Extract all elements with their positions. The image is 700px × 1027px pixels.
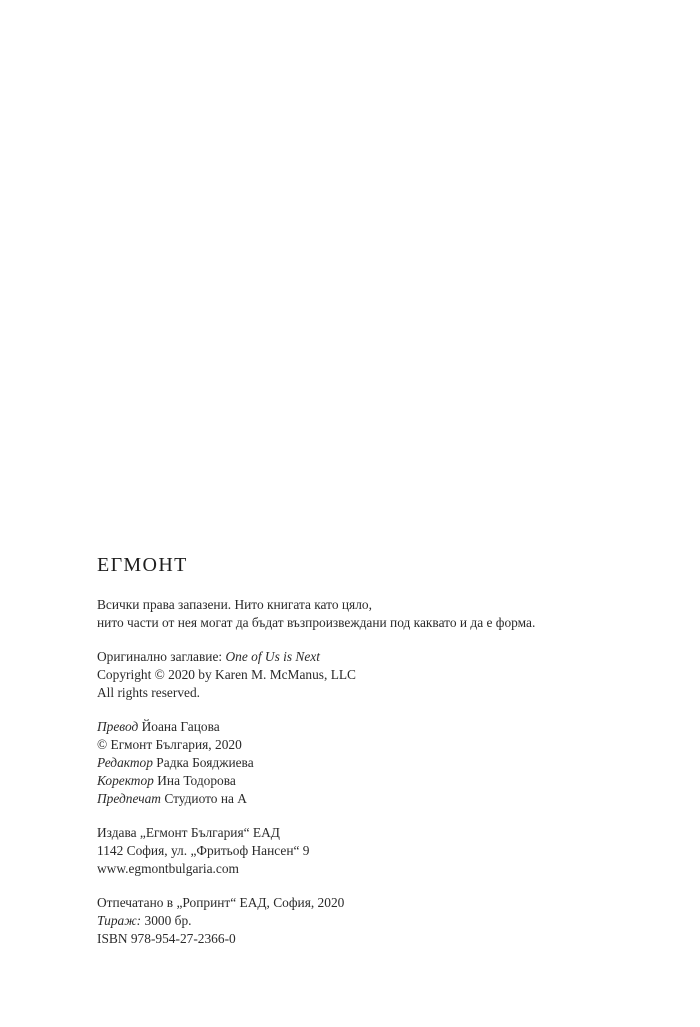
colophon-block — [97, 552, 677, 964]
print-run — [97, 912, 677, 930]
rights-line-2: нито части от нея могат да бъдат възпроизвеждани под каквато и да е форма. — [97, 615, 536, 630]
editor-credit — [97, 754, 677, 772]
translation-value: Йоана Гацова — [141, 719, 220, 734]
rights-line-1: Всички права запазени. Нито книгата като цяло, — [97, 597, 372, 612]
print-run-label: Тираж: — [97, 913, 142, 928]
prepress-label: Предпечат — [97, 791, 161, 806]
publisher-website: www.egmontbulgaria.com — [97, 861, 239, 876]
translation-label: Превод — [97, 719, 139, 734]
original-copyright: Copyright © 2020 by Karen M. McManus, LLC — [97, 667, 356, 682]
proofreader-credit — [97, 772, 677, 790]
prepress-credit — [97, 790, 677, 808]
print-run-value: 3000 бр. — [144, 913, 192, 928]
translation-credit — [97, 718, 677, 736]
original-edition-info — [97, 648, 677, 702]
editor-value: Радка Бояджиева — [156, 755, 254, 770]
proofreader-value: Ина Тодорова — [157, 773, 236, 788]
credits — [97, 718, 677, 808]
printed-by: Отпечатано в „Ропринт“ ЕАД, София, 2020 — [97, 895, 345, 910]
editor-label: Редактор — [97, 755, 153, 770]
printing-info — [97, 894, 677, 948]
rights-notice — [97, 596, 677, 632]
publisher-info — [97, 824, 677, 878]
original-title-line — [97, 648, 677, 666]
original-rights-reserved: All rights reserved. — [97, 685, 201, 700]
isbn: ISBN 978-954-27-2366-0 — [97, 931, 236, 946]
original-title-value: One of Us is Next — [225, 649, 320, 664]
original-title-label: Оригинално заглавие: — [97, 649, 223, 664]
publisher-line-1: Издава „Егмонт България“ ЕАД — [97, 825, 280, 840]
prepress-value: Студиото на А — [164, 791, 247, 806]
publisher-address: 1142 София, ул. „Фритьоф Нансен“ 9 — [97, 843, 310, 858]
proofreader-label: Коректор — [97, 773, 154, 788]
publisher-logo: ЕГМОНТ — [97, 554, 188, 576]
bg-copyright: © Егмонт България, 2020 — [97, 737, 242, 752]
